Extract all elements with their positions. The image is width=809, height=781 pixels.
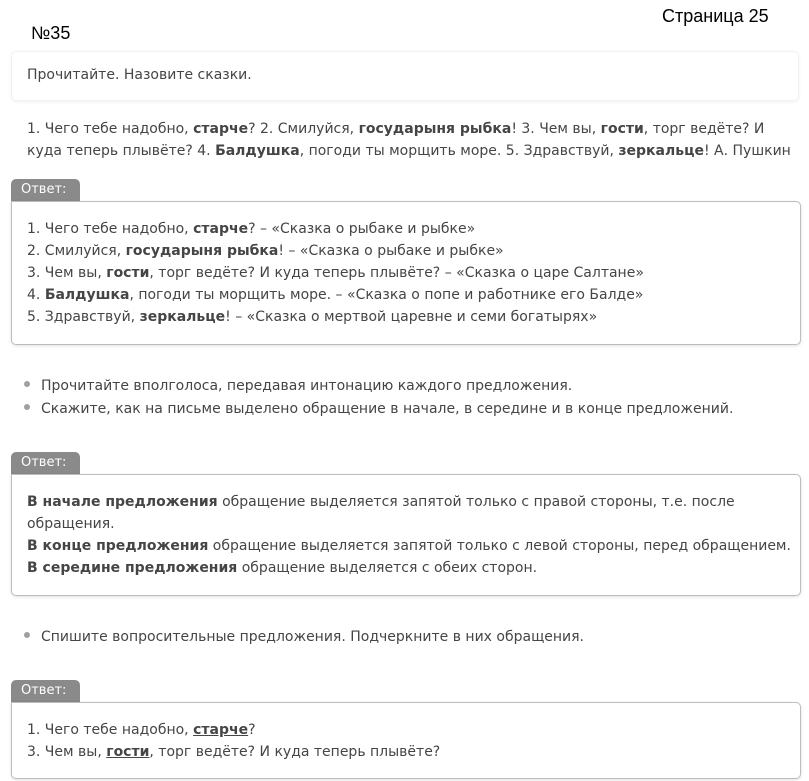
text-fragment: ! – «Сказка о мертвой царевне и семи богатырях» — [225, 309, 598, 325]
bullet-dot-icon — [24, 381, 30, 387]
answer-box — [11, 474, 801, 596]
text-address: Балдушка — [44, 287, 130, 303]
text-fragment: ? — [248, 722, 256, 738]
text-fragment: 1. Чего тебе надобно, — [27, 221, 194, 237]
text-fragment: обращения. — [27, 516, 115, 532]
bullet-item — [24, 375, 572, 397]
text-fragment: , торг ведёте? И — [643, 121, 765, 137]
text-address: старче — [193, 121, 249, 137]
text-fragment: , торг ведёте? И куда теперь плывёте? — [149, 744, 441, 760]
exercise-text-line-2 — [27, 140, 797, 162]
exercise-number: №35 — [31, 23, 71, 43]
text-address: старче — [193, 722, 249, 738]
bullet-item — [24, 626, 584, 648]
text-address: старче — [193, 221, 249, 237]
text-fragment: 1. Чего тебе надобно, — [27, 722, 194, 738]
text-fragment: 2. Смилуйся, — [27, 243, 126, 259]
text-fragment: ! 3. Чем вы, — [511, 121, 601, 137]
text-address: гости — [106, 265, 150, 281]
text-fragment: обращение выделяется запятой только с левой стороны, перед обращением. — [208, 538, 791, 554]
bullet-text: Прочитайте вполголоса, передавая интонацию каждого предложения. — [41, 378, 573, 394]
text-address: зеркальце — [618, 143, 704, 159]
text-address: зеркальце — [139, 309, 226, 325]
answer-label: Ответ: — [11, 680, 80, 702]
answer-line — [27, 306, 597, 328]
answer-line — [27, 513, 115, 535]
text-fragment: 3. Чем вы, — [27, 265, 107, 281]
text-fragment: ! – «Сказка о рыбаке и рыбке» — [278, 243, 504, 259]
exercise-text-line-1 — [27, 118, 797, 140]
bullet-dot-icon — [24, 404, 30, 410]
bullet-item — [24, 398, 733, 420]
text-fragment: , погоди ты морщить море. 5. Здравствуй, — [299, 143, 619, 159]
answer-line — [27, 719, 256, 741]
text-fragment: обращение выделяется запятой только с правой стороны, т.е. после — [217, 494, 735, 510]
bullet-text: Скажите, как на письме выделено обращение в начале, в середине и в конце предложений. — [41, 401, 734, 417]
exercise-text — [27, 118, 797, 162]
text-address: государыня рыбка — [358, 121, 512, 137]
text-fragment: 3. Чем вы, — [27, 744, 107, 760]
answer-box — [11, 702, 801, 779]
answer-box — [11, 201, 801, 345]
answer-line — [27, 262, 644, 284]
text-fragment: 5. Здравствуй, — [27, 309, 140, 325]
answer-line — [27, 557, 537, 579]
text-address: гости — [106, 744, 150, 760]
text-fragment: , торг ведёте? И куда теперь плывёте? – «Сказка о царе Салтане» — [149, 265, 644, 281]
text-fragment: , погоди ты морщить море. – «Сказка о попе и работнике его Балде» — [129, 287, 644, 303]
text-address: гости — [600, 121, 644, 137]
answer-line — [27, 535, 791, 557]
answer-label: Ответ: — [11, 179, 80, 201]
text-fragment: 1. Чего тебе надобно, — [27, 121, 194, 137]
text-address: государыня рыбка — [125, 243, 279, 259]
text-fragment: 4. — [27, 287, 45, 303]
text-fragment: ? – «Сказка о рыбаке и рыбке» — [248, 221, 476, 237]
text-emphasis: В середине предложения — [27, 560, 238, 576]
answer-line — [27, 491, 735, 513]
answer-label: Ответ: — [11, 452, 80, 474]
task-box — [11, 51, 799, 101]
bullet-text: Спишите вопросительные предложения. Подчеркните в них обращения. — [41, 629, 585, 645]
text-fragment: ! А. Пушкин — [703, 143, 791, 159]
answer-line — [27, 240, 504, 262]
text-fragment: ? 2. Смилуйся, — [248, 121, 359, 137]
bullet-dot-icon — [24, 632, 30, 638]
answer-line — [27, 218, 475, 240]
answer-line — [27, 741, 440, 763]
text-address: Балдушка — [215, 143, 300, 159]
task-text: Прочитайте. Назовите сказки. — [27, 67, 252, 83]
text-emphasis: В начале предложения — [27, 494, 218, 510]
text-fragment: куда теперь плывёте? 4. — [27, 143, 216, 159]
text-emphasis: В конце предложения — [27, 538, 209, 554]
text-fragment: обращение выделяется с обеих сторон. — [237, 560, 538, 576]
page-number: Страница 25 — [662, 6, 769, 26]
answer-line — [27, 284, 643, 306]
